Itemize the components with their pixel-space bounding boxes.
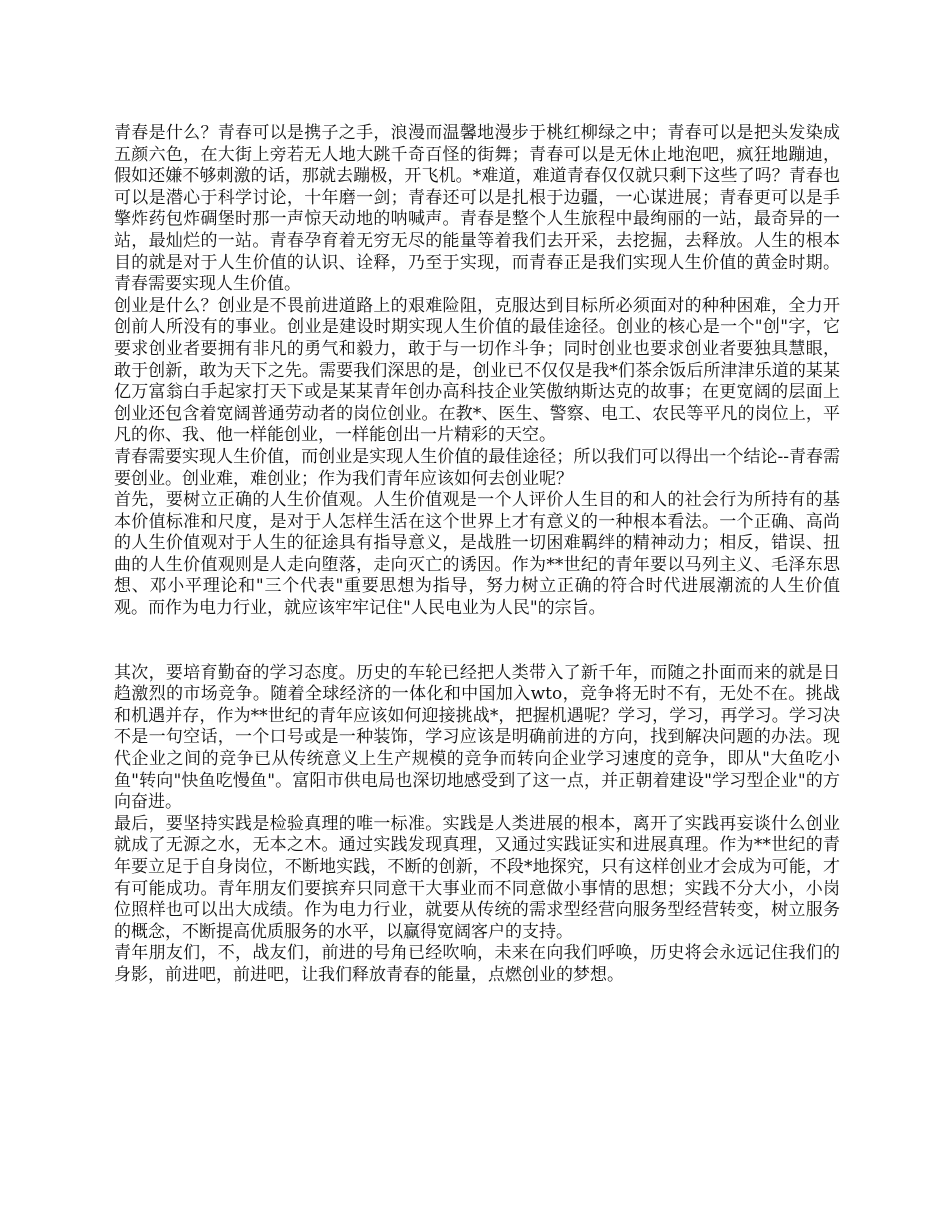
paragraph-conclusion: 青春需要实现人生价值，而创业是实现人生价值的最佳途径；所以我们可以得出一个结论--青春需要创业。创业难，难创业；作为我们青年应该如何去创业呢？ — [114, 446, 840, 489]
paragraph-youth: 青春是什么？青春可以是携子之手，浪漫而温馨地漫步于桃红柳绿之中；青春可以是把头发染成五颜六色，在大街上旁若无人地大跳千奇百怪的街舞；青春可以是无休止地泡吧，疯狂地蹦迪，假如还嫌不够刺激的话，那就去蹦极，开飞机。*难道，难道青春仅仅就只剩下这些了吗？青春也可以是潜心于科学讨论，十年磨一剑；青春还可以是扎根于边疆，一心谋进展；青春更可以是手擎炸药包炸碉堡时那一声惊天动地的呐喊声。青春是整个人生旅程中最绚丽的一站，最奇异的一站，最灿烂的一站。青春孕育着无穷无尽的能量等着我们去开采，去挖掘，去释放。人生的根本目的就是对于人生价值的认识、诠释，乃至于实现，而青春正是我们实现人生价值的黄金时期。青春需要实现人生价值。 — [114, 123, 840, 295]
paragraph-entrepreneurship: 创业是什么？创业是不畏前进道路上的艰难险阻，克服达到目标所必须面对的种种困难，全力开创前人所没有的事业。创业是建设时期实现人生价值的最佳途径。创业的核心是一个"创"字，它要求创业者要拥有非凡的勇气和毅力，敢于与一切作斗争；同时创业也要求创业者要独具慧眼，敢于创新，敢为天下之先。需要我们深思的是，创业已不仅仅是我*们茶余饭后所津津乐道的某某亿万富翁白手起家打天下或是某某青年创办高科技企业笑傲纳斯达克的故事；在更宽阔的层面上创业还包含着宽阔普通劳动者的岗位创业。在教*、医生、警察、电工、农民等平凡的岗位上，平凡的你、我、他一样能创业，一样能创出一片精彩的天空。 — [114, 295, 840, 446]
section-spacer — [114, 620, 840, 663]
paragraph-last-practice: 最后，要坚持实践是检验真理的唯一标准。实践是人类进展的根本，离开了实践再妄谈什么创业就成了无源之水，无本之木。通过实践发现真理，又通过实践证实和进展真理。作为**世纪的青年要立足于自身岗位，不断地实践，不断的创新，不段*地探究，只有这样创业才会成为可能，才有可能成功。青年朋友们要摈弃只同意干大事业而不同意做小事情的思想；实践不分大小，小岗位照样也可以出大成绩。作为电力行业，就要从传统的需求型经营向服务型经营转变，树立服务的概念，不断提高优质服务的水平，以赢得宽阔客户的支持。 — [114, 813, 840, 942]
paragraph-second-learning: 其次，要培育勤奋的学习态度。历史的车轮已经把人类带入了新千年，而随之扑面而来的就是日趋激烈的市场竞争。随着全球经济的一体化和中国加入wto，竞争将无时不有，无处不在。挑战和机遇并存，作为**世纪的青年应该如何迎接挑战*，把握机遇呢？学习，学习，再学习。学习决不是一句空话，一个口号或是一种装饰，学习应该是明确前进的方向，找到解决问题的办法。现代企业之间的竞争已从传统意义上生产规模的竞争而转向企业学习速度的竞争，即从"大鱼吃小鱼"转向"快鱼吃慢鱼"。富阳市供电局也深切地感受到了这一点，并正朝着建设"学习型企业"的方向奋进。 — [114, 662, 840, 813]
document-body — [114, 123, 840, 987]
paragraph-first-values: 首先，要树立正确的人生价值观。人生价值观是一个人评价人生目的和人的社会行为所持有的基本价值标准和尺度，是对于人怎样生活在这个世界上才有意义的一种根本看法。一个正确、高尚的人生价值观对于人生的征途具有指导意义，是战胜一切困难羁绊的精神动力；相反，错误、扭曲的人生价值观则是人走向堕落，走向灭亡的诱因。作为**世纪的青年要以马列主义、毛泽东思想、邓小平理论和"三个代表"重要思想为指导，努力树立正确的符合时代进展潮流的人生价值观。而作为电力行业，就应该牢牢记住"人民电业为人民"的宗旨。 — [114, 490, 840, 619]
paragraph-closing: 青年朋友们，不，战友们，前进的号角已经吹响，未来在向我们呼唤，历史将会永远记住我们的身影，前进吧，前进吧，让我们释放青春的能量，点燃创业的梦想。 — [114, 943, 840, 985]
